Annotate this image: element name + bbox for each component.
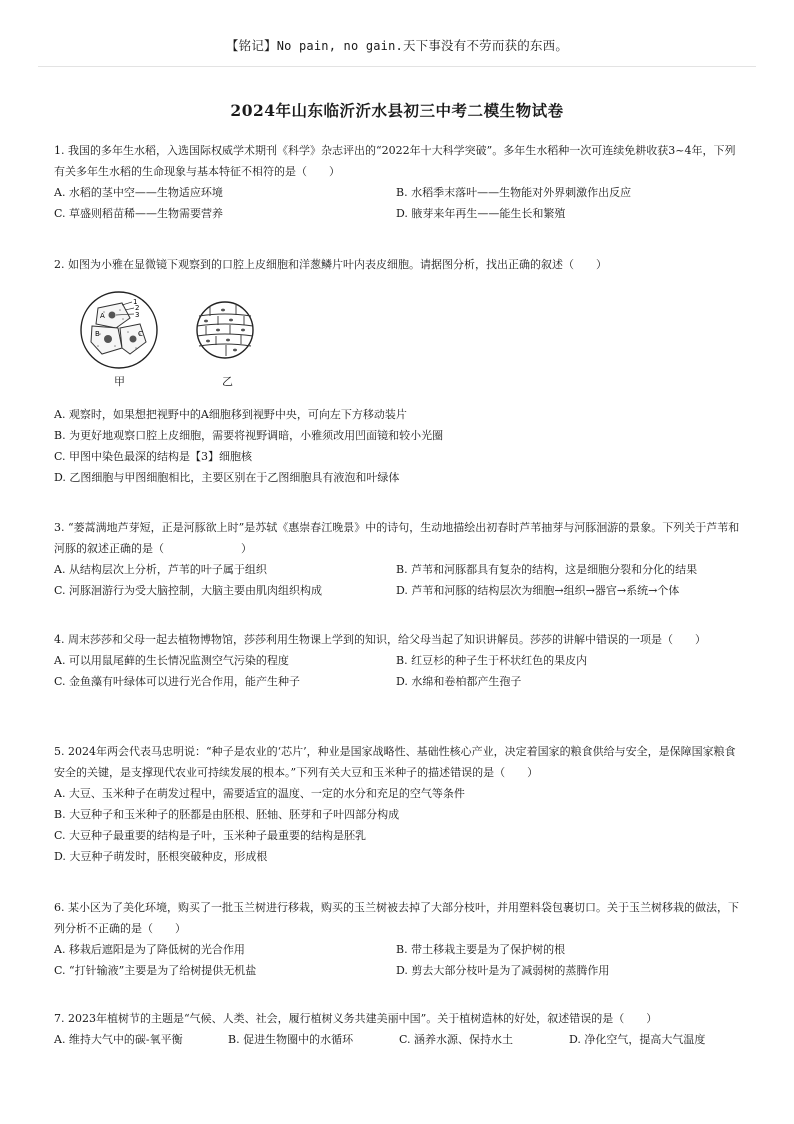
cell-figure	[78, 288, 278, 388]
option-list	[54, 939, 744, 981]
question-6	[54, 897, 744, 981]
option-list	[54, 783, 744, 867]
figure-label-yi: 乙	[222, 375, 233, 388]
motto-latin: No pain, no gain.	[276, 39, 403, 53]
option-c[interactable]: C. 金鱼藻有叶绿体可以进行光合作用，能产生种子	[54, 675, 301, 688]
question-4	[54, 629, 744, 692]
question-7	[54, 1008, 744, 1050]
option-c[interactable]: C. “打针输液”主要是为了给树提供无机盐	[54, 964, 257, 977]
option-a[interactable]: A. 水稻的茎中空——生物适应环境	[54, 186, 223, 199]
option-c[interactable]: C. 大豆种子最重要的结构是子叶，玉米种子最重要的结构是胚乳	[54, 829, 367, 842]
option-d[interactable]: D. 腋芽来年再生——能生长和繁殖	[396, 207, 566, 220]
header-divider	[38, 66, 756, 67]
question-stem: 4. 周末莎莎和父母一起去植物博物馆，莎莎利用生物课上学到的知识，给父母当起了知识讲解员。莎莎的讲解中错误的一项是（ ）	[54, 633, 706, 646]
option-list	[54, 182, 744, 224]
option-d[interactable]: D. 净化空气，提高大气温度	[569, 1033, 706, 1046]
option-a[interactable]: A. 大豆、玉米种子在萌发过程中，需要适宜的温度、一定的水分和充足的空气等条件	[54, 787, 465, 800]
question-stem: 3. “蒌蒿满地芦芽短，正是河豚欲上时”是苏轼《惠崇春江晚景》中的诗句，生动地描绘出初春时芦苇抽芽与河豚洄游的景象。下列关于芦苇和河豚的叙述正确的是（ ）	[54, 521, 740, 555]
svg-text:2: 2	[135, 304, 140, 312]
question-stem: 1. 我国的多年生水稻，入选国际权威学术期刊《科学》杂志评出的“2022年十大科学突破”。多年生水稻种一次可连续免耕收获3~4年，下列有关多年生水稻的生命现象与基本特征不相符的是（ ）	[54, 144, 736, 178]
question-stem: 2. 如图为小雅在显微镜下观察到的口腔上皮细胞和洋葱鳞片叶内表皮细胞。请据图分析，找出正确的叙述（ ）	[54, 258, 607, 271]
option-d[interactable]: D. 芦苇和河豚的结构层次为细胞→组织→器官→系统→个体	[396, 584, 680, 597]
svg-text:3: 3	[135, 311, 140, 319]
option-list	[54, 404, 744, 488]
svg-text:B: B	[95, 330, 100, 338]
option-d[interactable]: D. 乙图细胞与甲图细胞相比，主要区别在于乙图细胞具有液泡和叶绿体	[54, 471, 400, 484]
question-2-options	[54, 404, 744, 488]
option-list	[54, 1029, 744, 1050]
option-b[interactable]: B. 水稻季末落叶——生物能对外界刺激作出反应	[396, 186, 632, 199]
header-motto	[0, 36, 794, 54]
option-a[interactable]: A. 观察时，如果想把视野中的A细胞移到视野中央，可向左下方移动装片	[54, 408, 407, 421]
option-d[interactable]: D. 剪去大部分枝叶是为了减弱树的蒸腾作用	[396, 964, 610, 977]
question-3	[54, 517, 744, 601]
option-b[interactable]: B. 促进生物圈中的水循环	[228, 1033, 354, 1046]
option-c[interactable]: C. 草盛则稻苗稀——生物需要营养	[54, 207, 224, 220]
svg-text:1: 1	[133, 298, 138, 306]
option-a[interactable]: A. 从结构层次上分析，芦苇的叶子属于组织	[54, 563, 267, 576]
question-5	[54, 741, 744, 867]
option-d[interactable]: D. 大豆种子萌发时，胚根突破种皮，形成根	[54, 850, 268, 863]
field-of-view-jia	[81, 292, 157, 368]
option-b[interactable]: B. 红豆杉的种子生于杯状红色的果皮内	[396, 654, 588, 667]
option-b[interactable]: B. 芦苇和河豚都具有复杂的结构，这是细胞分裂和分化的结果	[396, 563, 698, 576]
question-stem: 6. 某小区为了美化环境，购买了一批玉兰树进行移栽，购买的玉兰树被去掉了大部分枝叶，并用塑料袋包裹切口。关于玉兰树移栽的做法，下列分析不正确的是（ ）	[54, 901, 739, 935]
option-b[interactable]: B. 带土移栽主要是为了保护树的根	[396, 943, 566, 956]
motto-prefix: 【铭记】	[225, 38, 277, 53]
option-c[interactable]: C. 河豚洄游行为受大脑控制，大脑主要由肌肉组织构成	[54, 584, 323, 597]
option-b[interactable]: B. 大豆种子和玉米种子的胚都是由胚根、胚轴、胚芽和子叶四部分构成	[54, 808, 400, 821]
svg-text:A: A	[100, 312, 105, 320]
option-c[interactable]: C. 涵养水源、保持水土	[399, 1033, 514, 1046]
option-a[interactable]: A. 维持大气中的碳-氧平衡	[54, 1033, 183, 1046]
question-2	[54, 254, 744, 275]
field-of-view-yi	[197, 302, 253, 358]
option-a[interactable]: A. 移栽后遮阳是为了降低树的光合作用	[54, 943, 245, 956]
option-d[interactable]: D. 水绵和卷柏都产生孢子	[396, 675, 522, 688]
option-a[interactable]: A. 可以用鼠尾藓的生长情况监测空气污染的程度	[54, 654, 289, 667]
figure-label-jia: 甲	[114, 375, 125, 388]
question-1	[54, 140, 744, 224]
option-c[interactable]: C. 甲图中染色最深的结构是【3】细胞核	[54, 450, 253, 463]
question-stem: 7. 2023年植树节的主题是“气候、人类、社会，履行植树义务共建美丽中国”。关于植树造林的好处，叙述错误的是（ ）	[54, 1012, 658, 1025]
option-list	[54, 650, 744, 692]
cell-diagram	[78, 288, 278, 388]
question-stem: 5. 2024年两会代表马忠明说：“种子是农业的‘芯片’，种业是国家战略性、基础性核心产业，决定着国家的粮食供给与安全，是保障国家粮食安全的关键，是支撑现代农业可持续发展的根本。”下列有关大豆和玉米种子的描述错误的是（ ）	[54, 745, 736, 779]
svg-text:C: C	[138, 330, 143, 338]
option-list	[54, 559, 744, 601]
motto-suffix: 天下事没有不劳而获的东西。	[402, 38, 569, 53]
page-title: 2024年山东临沂沂水县初三中考二模生物试卷	[230, 101, 564, 120]
option-b[interactable]: B. 为更好地观察口腔上皮细胞，需要将视野调暗，小雅须改用凹面镜和较小光圈	[54, 429, 444, 442]
